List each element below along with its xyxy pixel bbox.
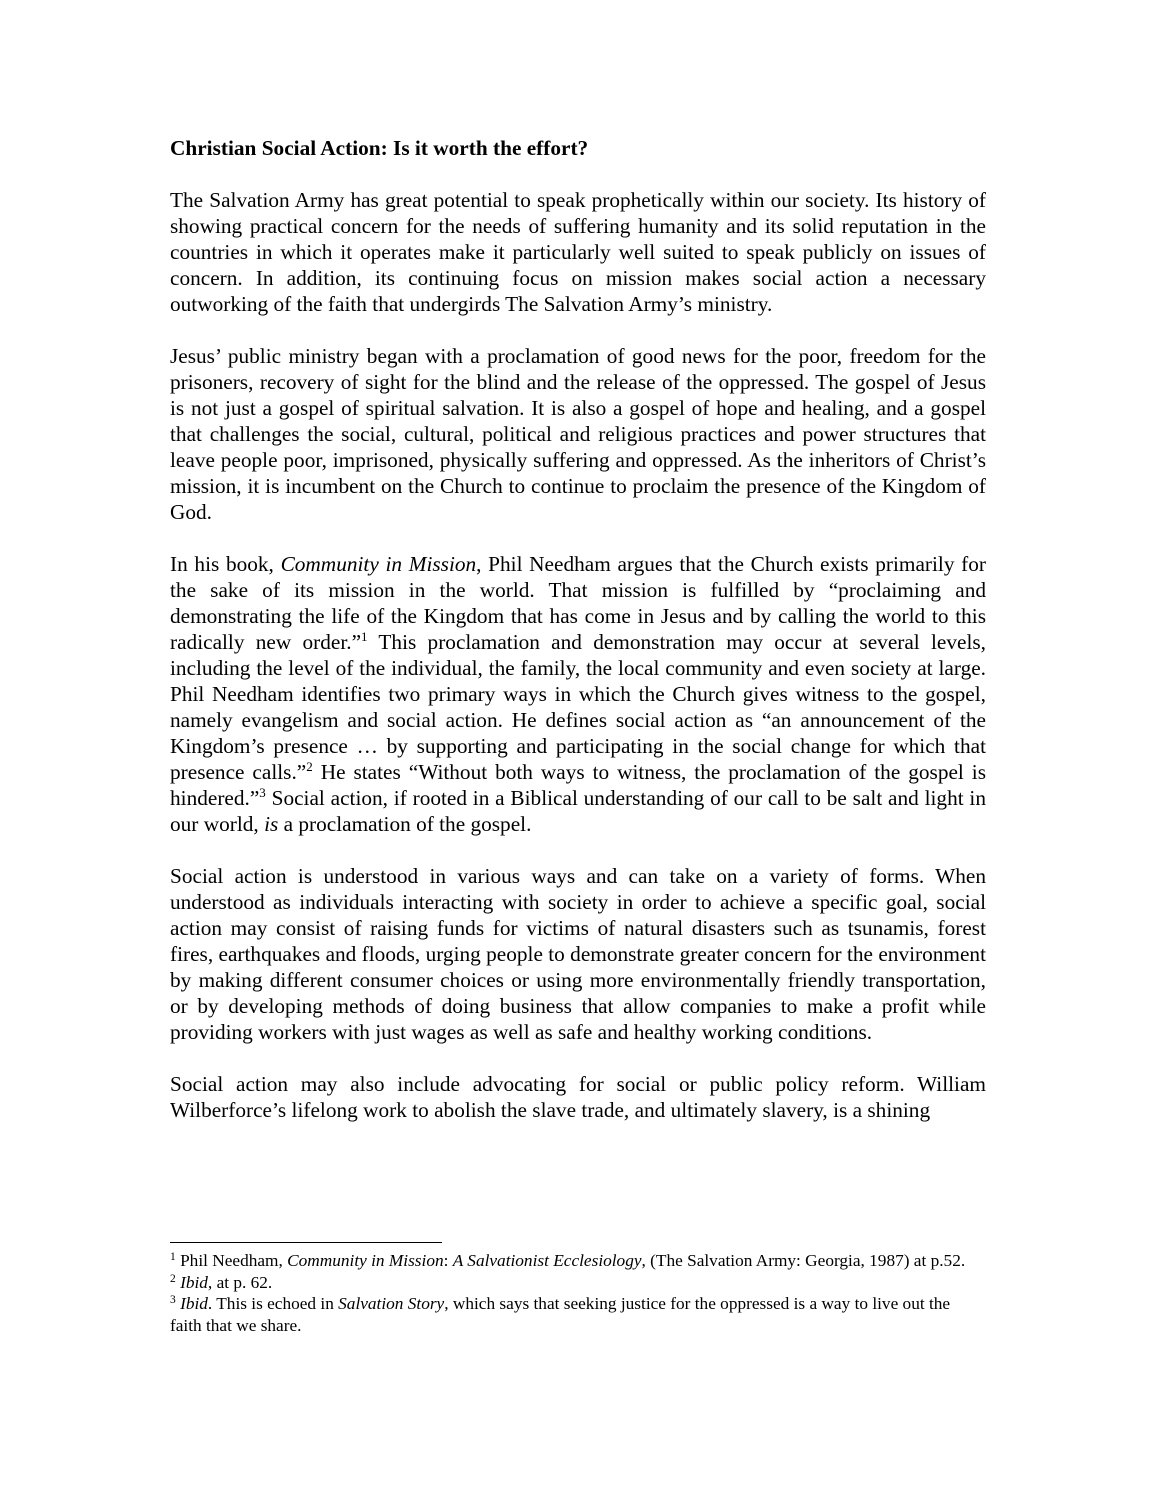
document-title: Christian Social Action: Is it worth the effort? bbox=[170, 136, 589, 160]
footnote-1 bbox=[170, 1250, 986, 1272]
footnote-ref-2: 2 bbox=[306, 759, 313, 774]
footnote-book-title: Salvation Story bbox=[338, 1294, 445, 1313]
footnote-text: , (The Salvation Army: Georgia, 1987) at p.52. bbox=[641, 1251, 966, 1270]
book-title-community-in-mission: Community in Mission bbox=[280, 552, 477, 576]
footnote-ibid: Ibid bbox=[180, 1272, 208, 1292]
paragraph-3-text: He states “Without both ways to witness, the proclamation of the gospel is hindered.” bbox=[170, 760, 986, 810]
paragraph-2: Jesus’ public ministry began with a proclamation of good news for the poor, freedom for the prisoners, recovery of sight for the blind and the release of the oppressed. The gospel of Jesus is not just a gospel of spiritual salvation. It is also a gospel of hope and healing, and a gospel that challenges the social, cultural, political and religious practices and power structures that leave people poor, imprisoned, physically suffering and oppressed. As the inheritors of Christ’s mission, it is incumbent on the Church to continue to proclaim the presence of the Kingdom of God. bbox=[170, 344, 986, 524]
footnotes bbox=[170, 1250, 986, 1336]
footnote-text: , which says that seeking justice for the oppressed is a way to live out the faith that we share. bbox=[170, 1294, 951, 1335]
footnote-3 bbox=[170, 1293, 986, 1336]
footnote-number: 3 bbox=[170, 1294, 176, 1306]
paragraph-3-text: This proclamation and demonstration may occur at several levels, including the level of the individual, the family, the local community and even society at large. Phil Needham identifies two primary ways in which the Church gives witness to the gospel, namely evangelism and social action. He defines social action as “an announcement of the Kingdom’s presence … by supporting and participating in the social change for which that presence calls.” bbox=[170, 630, 986, 784]
footnote-text: : bbox=[443, 1251, 453, 1270]
footnote-ref-1: 1 bbox=[361, 629, 368, 644]
footnote-number: 1 bbox=[170, 1251, 176, 1263]
paragraph-3-text: In his book, bbox=[170, 552, 281, 576]
footnote-ibid: Ibid bbox=[180, 1294, 208, 1313]
footnote-ref-3: 3 bbox=[259, 785, 266, 800]
document-body bbox=[170, 135, 986, 1123]
paragraph-3 bbox=[170, 551, 986, 837]
footnote-number: 2 bbox=[170, 1272, 176, 1285]
footnote-text: . This is echoed in bbox=[207, 1294, 339, 1313]
footnote-book-subtitle: A Salvationist Ecclesiology bbox=[452, 1251, 642, 1270]
footnote-text: Phil Needham, bbox=[175, 1251, 288, 1270]
paragraph-5: Social action may also include advocating for social or public policy reform. William Wilberforce’s lifelong work to abolish the slave trade, and ultimately slavery, is a shining bbox=[170, 1072, 986, 1122]
paragraph-3-text: a proclamation of the gospel. bbox=[278, 812, 532, 836]
paragraph-4: Social action is understood in various ways and can take on a variety of forms. When understood as individuals interacting with society in order to achieve a specific goal, social action may consist of raising funds for victims of natural disasters such as tsunamis, forest fires, earthquakes and floods, urging people to demonstrate greater concern for the environment by making different consumer choices or using more environmentally friendly transportation, or by developing methods of doing business that allow companies to make a profit while providing workers with just wages as well as safe and healthy working conditions. bbox=[170, 864, 986, 1044]
footnote-book-title: Community in Mission bbox=[287, 1251, 444, 1270]
emphasis-is: is bbox=[264, 812, 279, 836]
footnote-separator bbox=[170, 1242, 442, 1243]
footnote-2 bbox=[170, 1272, 986, 1294]
footnote-text: , at p. 62. bbox=[207, 1272, 273, 1292]
paragraph-3-text: , Phil Needham argues that the Church exists primarily for the sake of its mission in the world. That mission is fulfilled by “proclaiming and demonstrating the life of the Kingdom that has come in Jesus and by calling the world to this radically new order.” bbox=[170, 552, 986, 654]
paragraph-1: The Salvation Army has great potential to speak prophetically within our society. Its history of showing practical concern for the needs of suffering humanity and its solid reputation in the countries in which it operates make it particularly well suited to speak publicly on issues of concern. In addition, its continuing focus on mission makes social action a necessary outworking of the faith that undergirds The Salvation Army’s ministry. bbox=[170, 188, 986, 316]
paragraph-3-text: Social action, if rooted in a Biblical understanding of our call to be salt and light in our world, bbox=[170, 786, 986, 836]
